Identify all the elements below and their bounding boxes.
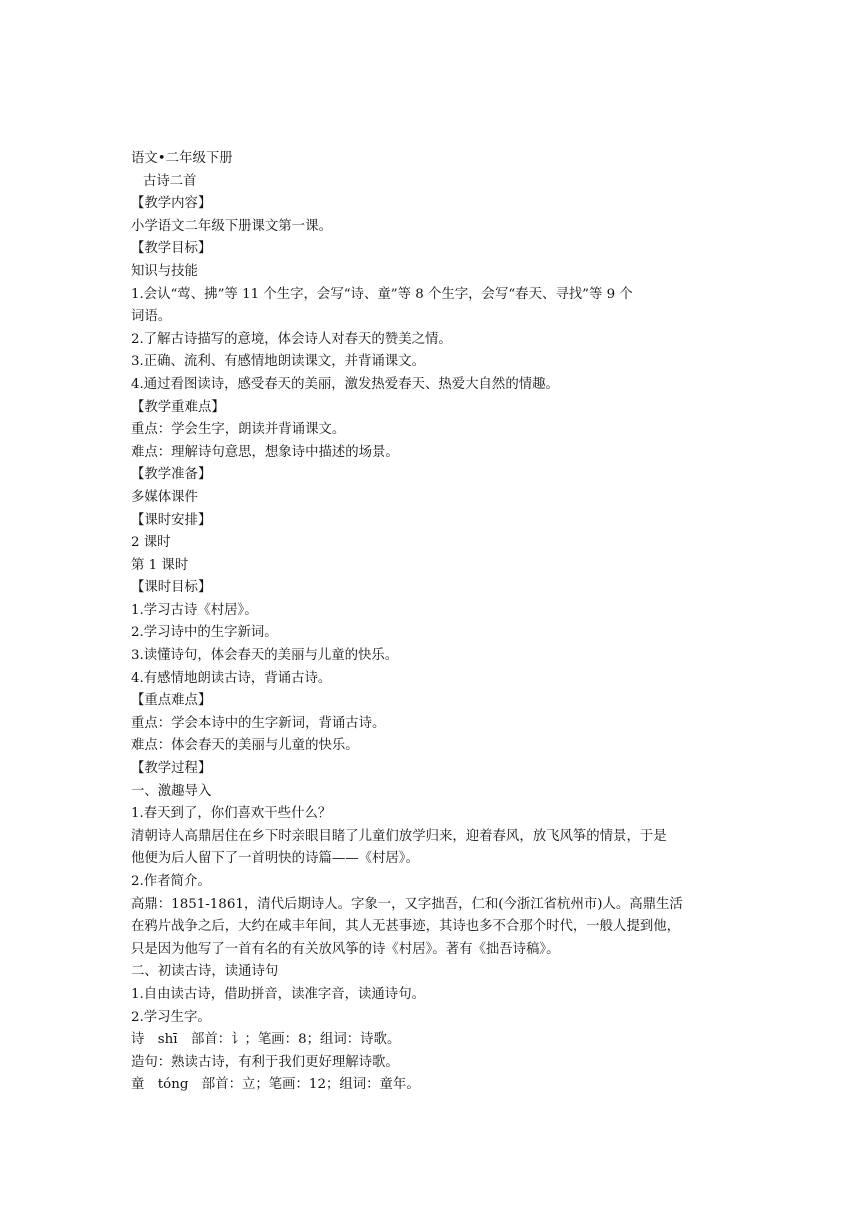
paragraph: 难点：体会春天的美丽与儿童的快乐。: [131, 738, 359, 754]
paragraph: 3.读懂诗句，体会春天的美丽与儿童的快乐。: [131, 648, 399, 664]
paragraph: 1.学习古诗《村居》。: [131, 602, 258, 618]
paragraph: 只是因为他写了一首有名的有关放风筝的诗《村居》。著有《拙吾诗稿》。: [131, 941, 560, 957]
paragraph: 重点：学会本诗中的生字新词，背诵古诗。: [131, 715, 386, 731]
section-heading-process: 【教学过程】: [131, 761, 212, 777]
paragraph: 在鸦片战争之后，大约在咸丰年间，其人无甚事迹，其诗也多不合那个时代，一般人提到他，: [131, 919, 681, 935]
paragraph: 多媒体课件: [131, 489, 198, 505]
paragraph: 3.正确、流利、有感情地朗读课文，并背诵课文。: [131, 354, 425, 370]
paragraph: 童 tóng 部首：立；笔画：12；组词：童年。: [131, 1077, 420, 1093]
paragraph: 4.通过看图读诗，感受春天的美丽，激发热爱春天、热爱大自然的情趣。: [131, 376, 559, 392]
section-heading-schedule: 【课时安排】: [131, 512, 212, 528]
section-heading-goals: 【教学目标】: [131, 241, 212, 257]
subheading: 知识与技能: [131, 263, 198, 279]
paragraph: 高鼎：1851-1861，清代后期诗人。字象一，又字拙吾，仁和(今浙江省杭州市)人。高鼎生活: [131, 896, 683, 912]
paragraph: 造句：熟读古诗，有利于我们更好理解诗歌。: [131, 1054, 399, 1070]
document-page: [131, 148, 736, 1097]
paragraph: 清朝诗人高鼎居住在乡下时亲眼目睹了儿童们放学归来，迎着春风，放飞风筝的情景，于是: [131, 828, 667, 844]
paragraph: 1.自由读古诗，借助拼音，读准字音，读通诗句。: [131, 986, 425, 1002]
subheading: 一、激趣导入: [131, 783, 212, 799]
paragraph: 第 1 课时: [131, 557, 189, 573]
section-heading-content: 【教学内容】: [131, 196, 212, 212]
paragraph: 4.有感情地朗读古诗，背诵古诗。: [131, 670, 332, 686]
subheading: 二、初读古诗，读通诗句: [131, 964, 279, 980]
paragraph: 2 课时: [131, 535, 171, 551]
paragraph: 2.学习诗中的生字新词。: [131, 625, 278, 641]
section-heading-period-goals: 【课时目标】: [131, 580, 212, 596]
paragraph: 小学语文二年级下册课文第一课。: [131, 218, 332, 234]
paragraph: 难点：理解诗句意思，想象诗中描述的场景。: [131, 444, 399, 460]
paragraph: 重点：学会生字，朗读并背诵课文。: [131, 422, 346, 438]
section-heading-difficulties: 【重点难点】: [131, 693, 212, 709]
paragraph: 词语。: [131, 309, 172, 325]
section-heading-preparation: 【教学准备】: [131, 467, 212, 483]
paragraph: 1.会认“莺、拂”等 11 个生字，会写“诗、童”等 8 个生字，会写“春天、寻找”等 9 个: [131, 286, 633, 302]
lesson-title: 古诗二首: [143, 173, 197, 189]
paragraph: 诗 shī 部首：讠；笔画：8；组词：诗歌。: [131, 1032, 401, 1048]
paragraph: 2.了解古诗描写的意境，体会诗人对春天的赞美之情。: [131, 331, 452, 347]
paragraph: 2.作者简介。: [131, 874, 211, 889]
section-heading-key-points: 【教学重难点】: [131, 399, 225, 415]
paragraph: 1.春天到了，你们喜欢干些什么？: [131, 806, 332, 822]
header-subject-grade: 语文•二年级下册: [131, 151, 233, 166]
paragraph: 他便为后人留下了一首明快的诗篇——《村居》。: [131, 851, 419, 867]
paragraph: 2.学习生字。: [131, 1009, 211, 1025]
